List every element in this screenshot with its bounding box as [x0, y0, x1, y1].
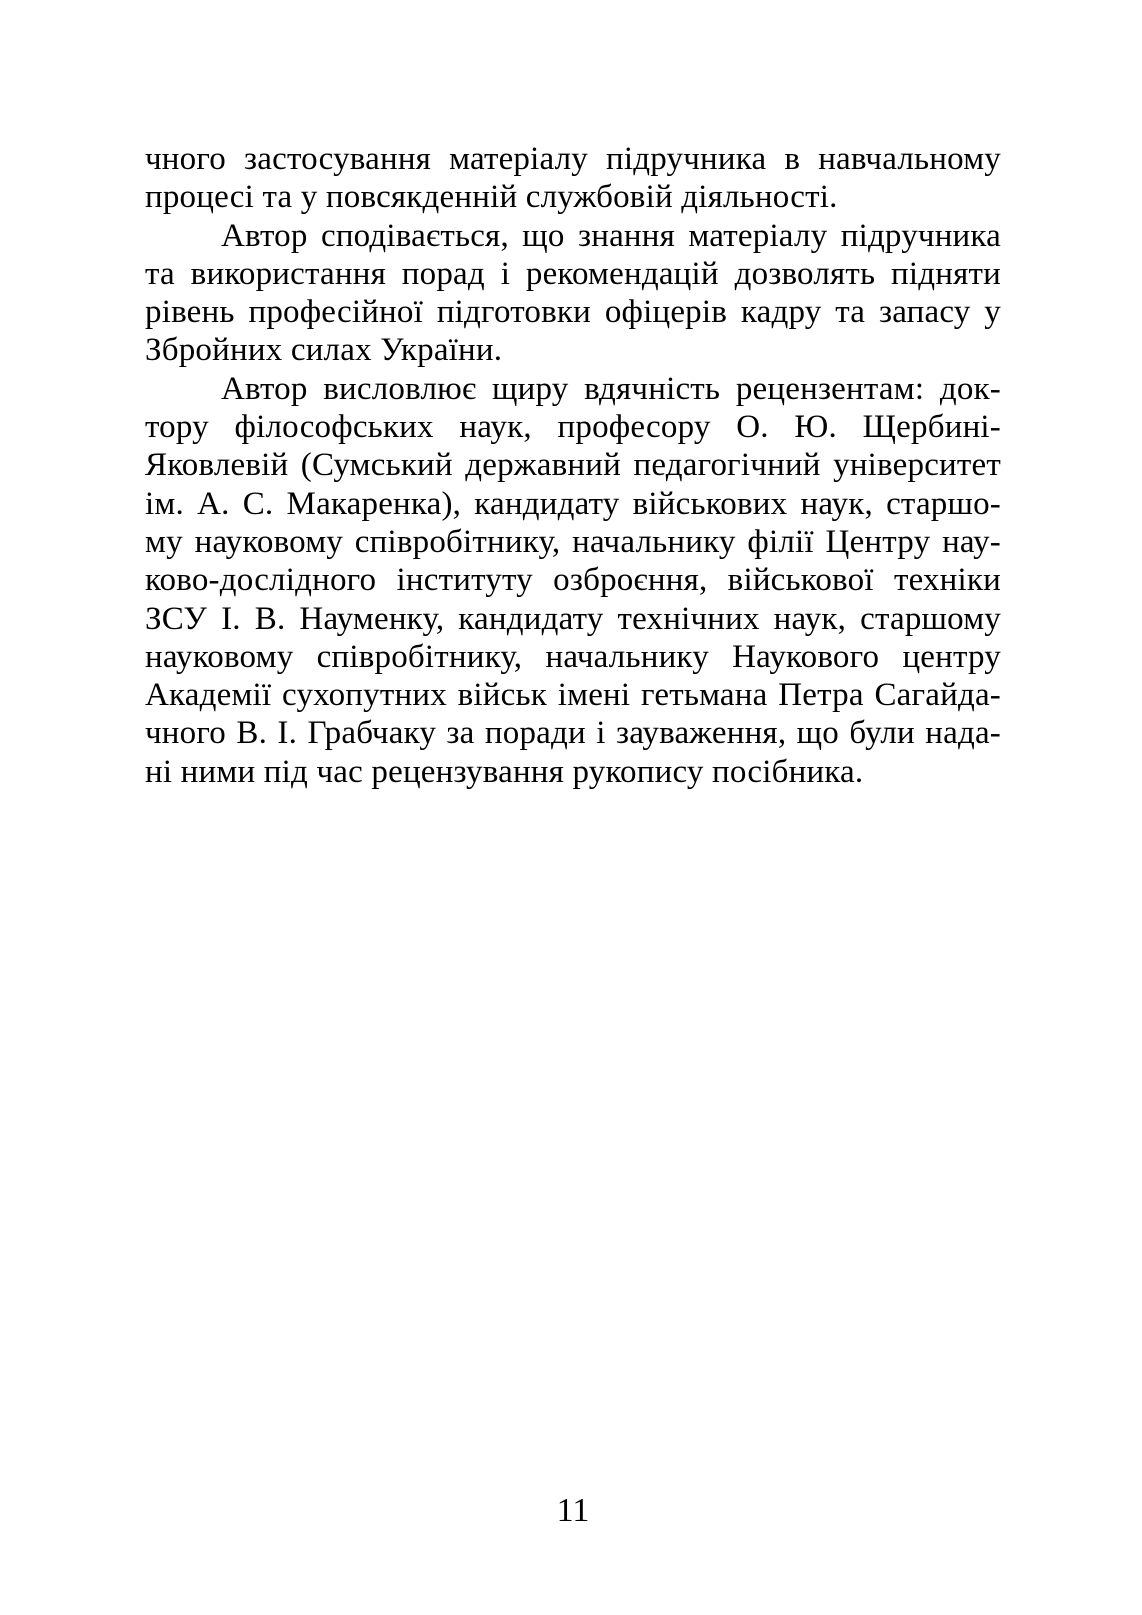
text-line: рівень професійної підготовки офіцерів кадру та запасу у: [145, 294, 1001, 331]
text-line: Збройних силах України.: [145, 332, 503, 369]
text-line: ково-дослідного інституту озброєння, військової техніки: [145, 562, 1001, 599]
text-line: ні ними під час рецензування рукопису посібника.: [145, 753, 864, 790]
text-line: Автор сподівається, що знання матеріалу підручника: [221, 217, 1001, 254]
text-line: процесі та у повсякденній службовій діяльності.: [145, 179, 838, 216]
text-line: Автор висловлює щиру вдячність рецензентам: док-: [221, 370, 1001, 407]
text-line: ім. А. С. Макаренка), кандидату військових наук, старшо-: [145, 485, 1001, 522]
text-line: Академії сухопутних військ імені гетьмана Петра Сагайда-: [145, 677, 1001, 714]
body-text: [145, 140, 1001, 791]
text-line: чного застосування матеріалу підручника в навчальному: [145, 141, 1001, 177]
page-number: 11: [556, 1492, 590, 1529]
text-line: Яковлевій (Сумський державний педагогічний університет: [145, 447, 1001, 484]
text-line: тору філософських наук, професору О. Ю. Щербині-: [145, 409, 1001, 446]
text-line: му науковому співробітнику, начальнику філії Центру нау-: [145, 523, 1001, 560]
text-line: науковому співробітнику, начальнику Наукового центру: [145, 638, 1001, 675]
text-line: ЗСУ І. В. Науменку, кандидату технічних наук, старшому: [145, 600, 1001, 637]
text-line: та використання порад і рекомендацій дозволять підняти: [145, 255, 1001, 292]
text-line: чного В. І. Грабчаку за поради і зауваження, що були нада-: [145, 715, 1001, 752]
